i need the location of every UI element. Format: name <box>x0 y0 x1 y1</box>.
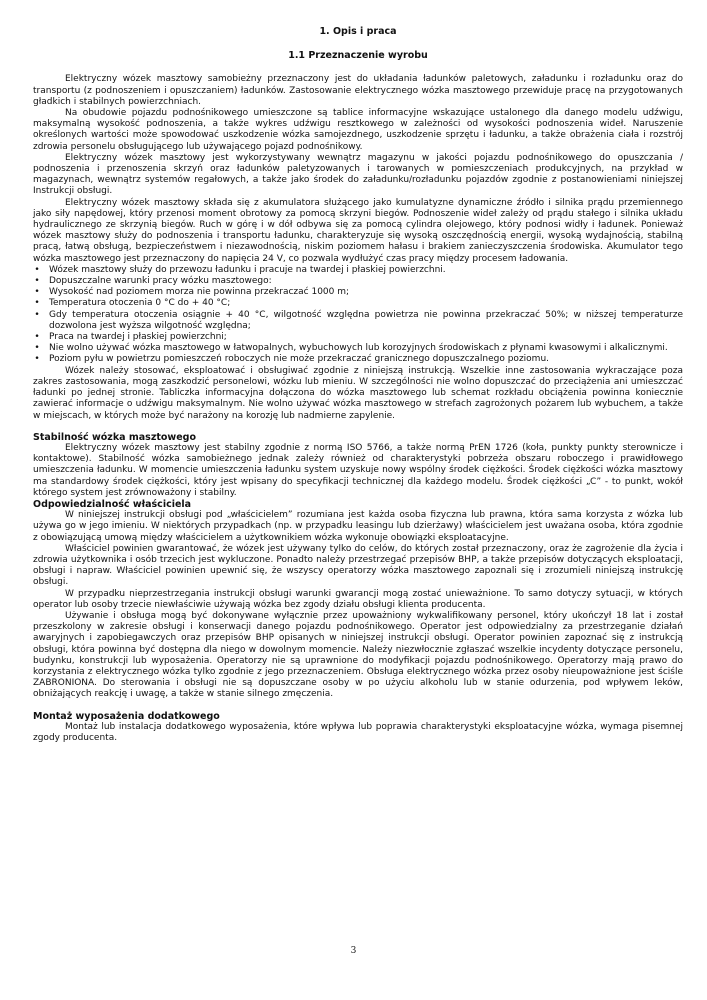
page-number: 3 <box>350 946 357 956</box>
conditions-list <box>33 265 683 366</box>
usage-paragraph: Wózek należy stosować, eksploatować i obsługiwać zgodnie z niniejszą instrukcją. Wszelkie inne zastosowania wykraczające poza zakres zastosowania, mogą zaszkodzić personelowi, wózku lub mieniu. W szczególności nie wolno dopuszczać do przeciążenia ani umieszczać ładunki po jednej stronie. Tabliczka informacyjna dołączona do wózka masztowego lub schemat rozkładu obciążenia powinna koniecznie zawierać informacje o udźwigu maksymalnym. Nie wolno używać wózka masztowego w strefach zagrożonych pożarem lub wybuchem, a także w miejscach, w których może być narażony na korozję lub nadmierne zapylenie. <box>33 365 683 421</box>
bullet-icon: • <box>34 298 40 309</box>
bullet-icon: • <box>34 354 40 365</box>
list-item-text: Poziom pyłu w powietrzu pomieszczeń roboczych nie może przekraczać granicznego dopuszczalnego poziomu. <box>49 354 550 365</box>
bullet-icon: • <box>34 264 40 275</box>
list-item-text: Praca na twardej i płaskiej powierzchni; <box>49 332 227 343</box>
list-item <box>33 332 683 343</box>
document-page <box>33 26 683 744</box>
list-item <box>33 287 683 298</box>
intro-paragraph-3: Elektryczny wózek masztowy jest wykorzystywany wewnątrz magazynu w jakości pojazdu podnośnikowego do opuszczania / podnoszenia i przenoszenia skrzyń oraz ładunków paletyzowanych i tarowanych w pomieszczeniach produkcyjnych, na przykład w magazynach, wewnątrz systemów regałowych, a także jako środek do załadunku/rozładunku pojazdów zgodnie z postanowieniami niniejszej Instrukcji obsługi. <box>33 152 683 197</box>
bullet-icon: • <box>34 309 40 320</box>
bullet-icon: • <box>34 343 40 354</box>
responsibility-paragraph-4: Używanie i obsługa mogą być dokonywane wyłącznie przez upoważniony wykwalifikowany personel, który ukończył 18 lat i został przeszkolony w zakresie obsługi i konserwacji danego pojazdu podnośnikowego. Operator jest odpowiedzialny za przestrzeganie działań awaryjnych i zapobiegawczych oraz przepisów BHP opisanych w niniejszej instrukcji obsługi. Operator powinien zapoznać się z instrukcją obsługi, która powinna być dostępna dla niego w dowolnym momencie. Należy niezwłocznie zgłaszać wszelkie incydenty dotyczące personelu, budynku, konstrukcji lub wyposażenia. Operatorzy nie są uprawnione do modyfikacji pojazdu podnośnikowego. Operatorzy mają prawo do korzystania z elektrycznego wózka tylko zgodnie z jego przeznaczeniem. Obsługa elektrycznego wózka przez osoby nieupoważnione jest ściśle ZABRONIONA. Do sterowania i obsługi nie są dopuszczane osoby w po użyciu alkoholu lub w stanie odurzenia, pod wpływem leków, obniżających reakcję i uwagę, a także w stanie silnego zmęczenia. <box>33 610 683 700</box>
stability-heading: Stabilność wózka masztowego <box>33 431 196 443</box>
intro-paragraph-1: Elektryczny wózek masztowy samobieżny przeznaczony jest do układania ładunków paletowych, załadunku i rozładunku oraz do transportu (z podnoszeniem i opuszczaniem) ładunków. Zastosowanie elektrycznego wózka masztowego przewiduje pracę na przygotowanych gładkich i stabilnych powierzchniach. <box>33 74 683 107</box>
equipment-paragraph: Montaż lub instalacja dodatkowego wyposażenia, które wpływa lub poprawia charakterystyki eksploatacyjne wózka, wymaga pisemnej zgody producenta. <box>33 721 683 743</box>
bullet-icon: • <box>34 287 40 298</box>
list-item <box>33 265 683 276</box>
responsibility-heading: Odpowiedzialność właściciela <box>33 498 192 510</box>
bullet-icon: • <box>34 276 40 287</box>
equipment-heading: Montaż wyposażenia dodatkowego <box>33 710 220 722</box>
intro-paragraph-2: Na obudowie pojazdu podnośnikowego umieszczone są tablice informacyjne wskazujące ustalonego dla danego modelu udźwigu, maksymalną wysokość podnoszenia, a także wykres udźwigu resztkowego w zależności od wysokości podnoszenia wideł. Naruszenie określonych wartości może spowodować uszkodzenie wózka samojezdnego, uszkodzenie sprzętu i ładunku, a także obrażenia ciała i rozstrój zdrowia personelu obsługującego lub używającego pojazd podnośnikowy. <box>33 108 683 152</box>
stability-paragraph: Elektryczny wózek masztowy jest stabilny zgodnie z normą ISO 5766, a także normą PrEN 1726 (koła, punkty punkty sterownicze i kontaktowe). Stabilność wózka samobieżnego jednak zależy również od charakterystyki pobrzeża obszaru roboczego i prawidłowego umieszczenia ładunku. W momencie umieszczenia ładunku system uzyskuje nowy wspólny środek ciężkości. Środek ciężkości wózka masztowy ma standardowy środek ciężkości, który jest wpisany do specyfikacji technicznej dla każdego modelu. Środek ciężkości „C” - to punkt, wokół którego system jest zrównoważony i stabilny. <box>33 442 683 498</box>
list-item-text: Dopuszczalne warunki pracy wózku masztowego: <box>49 276 272 287</box>
responsibility-paragraph-1: W niniejszej instrukcji obsługi pod „właścicielem” rozumiana jest każda osoba fizyczna lub prawna, która sama korzysta z wózka lub używa go w jego imieniu. W niektórych przypadkach (np. w przypadku leasingu lub dzierżawy) właścicielem jest uważana osoba, która zgodnie z obowiązującą umową między właścicielem a użytkownikiem wózka wykonuje obowiązki eksploatacyjne. <box>33 510 683 543</box>
chapter-heading: 1. Opis i praca <box>319 26 397 37</box>
responsibility-paragraph-2: Właściciel powinien gwarantować, że wózek jest używany tylko do celów, do których został przeznaczony, oraz że zagrożenie dla życia i zdrowia użytkownika i osób trzecich jest wykluczone. Ponadto należy przestrzegać przepisów BHP, a także przepisów dotyczących eksploatacji, obsługi i napraw. Właściciel powinien upewnić się, że wszyscy operatorzy wózka masztowego zapoznali się i zrozumieli niniejszą instrukcję obsługi. <box>33 543 683 588</box>
list-item-text: Wózek masztowy służy do przewozu ładunku i pracuje na twardej i płaskiej powierzchni. <box>49 264 446 275</box>
list-item-text: Gdy temperatura otoczenia osiągnie + 40 °C, wilgotność względna powietrza nie powinna przekraczać 50%; w niższej temperaturze dozwolona jest wyższa wilgotność względna; <box>49 309 683 331</box>
list-item <box>33 343 683 354</box>
intro-paragraph-4: Elektryczny wózek masztowy składa się z akumulatora służącego jako kumulatyzne dynamiczne źródło i silnika prądu przemiennego jako siły napędowej, który przenosi moment obrotowy za pomocą skrzyni biegów. Podnoszenie wideł zależy od prądu stałego i silnika układu hydraulicznego ze skrzynią biegów. Ruch w górę i w dół odbywa się za pomocą cylindra olejowego, który podnosi widły i ładunek. Ponieważ wózek masztowy służy do podnoszenia i transportu ładunku, charakteryzuje się wysoką oszczędnością energii, wysoką wydajnością, stabilną pracą, łatwą obsługą, bezpieczeństwem i niezawodnością, niskim poziomem hałasu i brakiem zanieczyszczenia środowiska. Akumulator tego wózka masztowego jest przeznaczony do napięcia 24 V, co pozwala wydłużyć czas pracy między procesem ładowania. <box>33 197 683 264</box>
list-item <box>33 298 683 309</box>
list-item-text: Nie wolno używać wózka masztowego w łatwopalnych, wybuchowych lub korozyjnych środowiskach z płynami kwasowymi i alkalicznymi. <box>49 343 668 354</box>
list-item-text: Wysokość nad poziomem morza nie powinna przekraczać 1000 m; <box>49 287 350 298</box>
bullet-icon: • <box>34 332 40 343</box>
list-item-text: Temperatura otoczenia 0 °C do + 40 °C; <box>49 298 231 309</box>
list-item <box>33 310 683 332</box>
section-heading: 1.1 Przeznaczenie wyrobu <box>288 50 428 62</box>
list-item <box>33 354 683 365</box>
list-item <box>33 276 683 287</box>
responsibility-paragraph-3: W przypadku nieprzestrzegania instrukcji obsługi warunki gwarancji mogą zostać unieważnione. To samo dotyczy sytuacji, w których operator lub osoby trzecie niewłaściwie używają wózka bez zgody działu obsługi klienta producenta. <box>33 588 683 610</box>
